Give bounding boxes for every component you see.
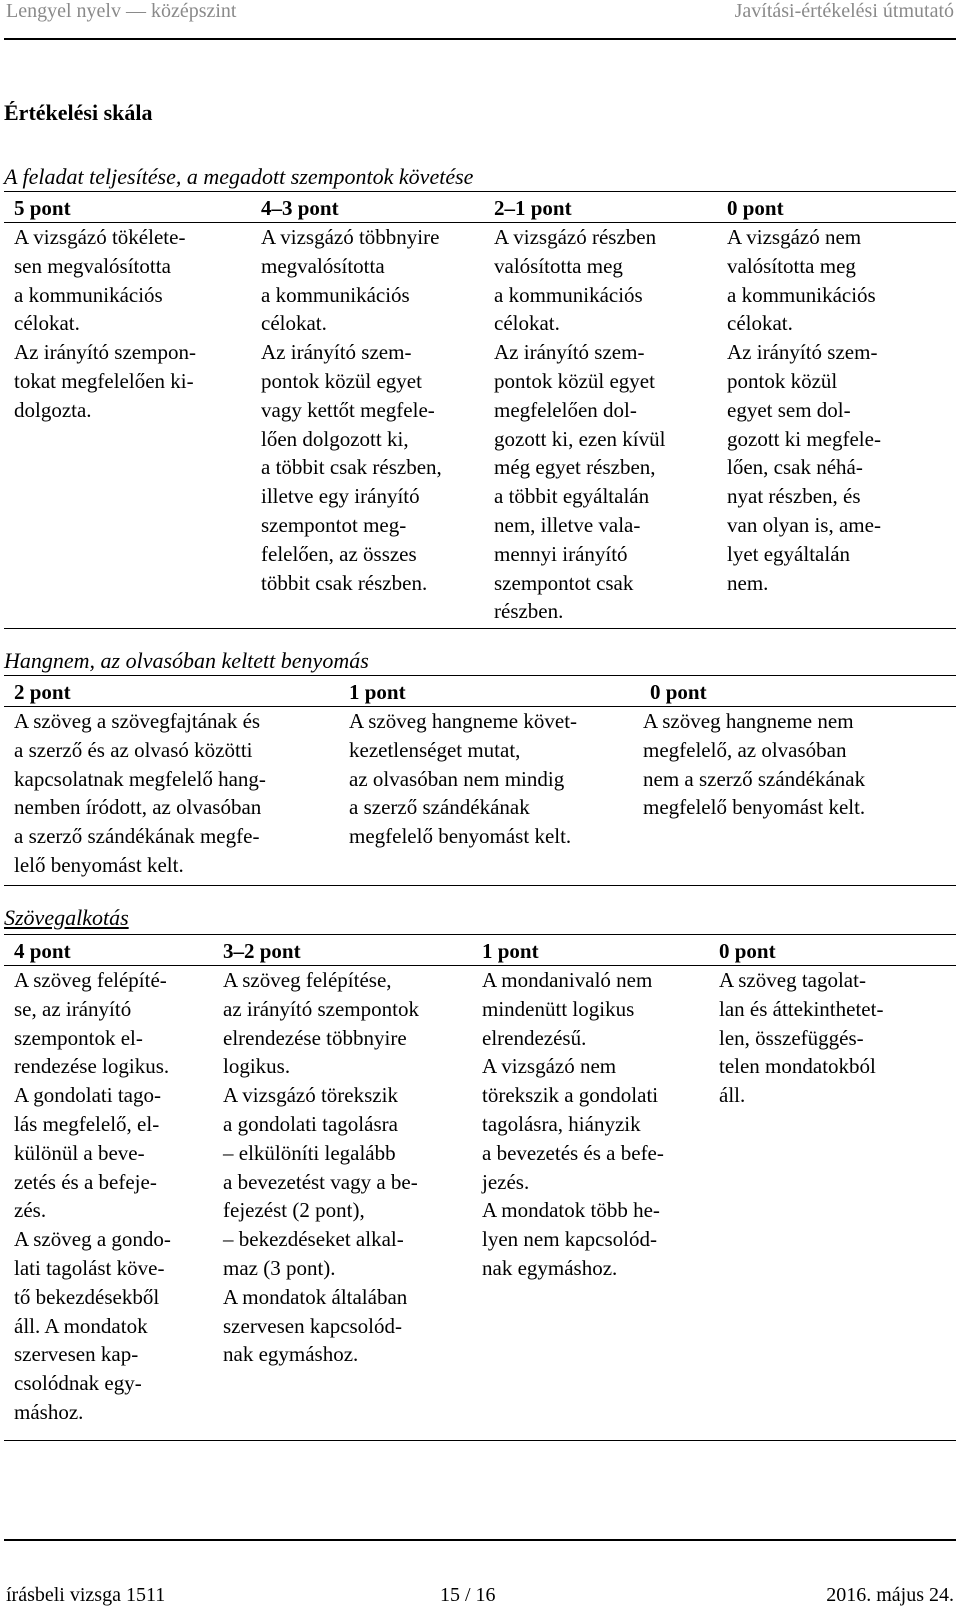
section3-col-3-2pont: 3–2 pont [223, 939, 301, 963]
section2-cell-1pont: A szöveg hangneme követ- kezetlenséget mutat, az olvasóban nem mindig a szerző szándékának megfelelő benyomást kelt. [349, 709, 578, 849]
section2-top-rule [4, 675, 956, 676]
footer-right: 2016. május 24. [826, 1584, 954, 1606]
section3-title: Szövegalkotás [4, 905, 129, 930]
header-left: Lengyel nyelv — középszint [6, 0, 237, 22]
section1-cell-5pont: A vizsgázó tökélete- sen megvalósította a kommunikációs célokat. Az irányító szempon- tokat megfelelően ki- dolgozta. [14, 225, 196, 422]
section3-cell-3-2pont: A szöveg felépítése, az irányító szempontok elrendezése többnyire logikus. A vizsgázó törekszik a gondolati tagolásra – elkülöníti legalább a bevezetést vagy a be- fejezést (2 pont), – bekezdéseket alkal- maz (3 pont). A mondatok általában szervesen kapcsolód- nak egymáshoz. [223, 968, 419, 1367]
section1-top-rule [4, 191, 956, 192]
section3-cell-1pont: A mondanivaló nem mindenütt logikus elrendezésű. A vizsgázó nem törekszik a gondolati tagolásra, hiányzik a bevezetés és a befe- jezés. A mondatok több he- lyen nem kapcsolód- nak egymáshoz. [482, 968, 664, 1280]
section1-col-2-1pont: 2–1 pont [494, 196, 572, 220]
section1-cell-0pont: A vizsgázó nem valósította meg a kommunikációs célokat. Az irányító szem- pontok közül egyet sem dol- gozott ki megfele- lően, csak néhá- nyat részben, és van olyan is, ame- lyet egyáltalán nem. [727, 225, 881, 595]
section1-cell-4-3pont: A vizsgázó többnyire megvalósította a kommunikációs célokat. Az irányító szem- pontok közül egyet vagy kettőt megfele- lően dolgozott ki, a többit csak részben, illetve egy irányító szempontot meg- felelően, az összes többit csak részben. [261, 225, 442, 595]
section3-bottom-rule [4, 1440, 956, 1441]
section1-title: A feladat teljesítése, a megadott szempontok követése [4, 164, 474, 189]
scale-title: Értékelési skála [4, 100, 153, 125]
footer-divider [4, 1539, 956, 1541]
section2-col-0pont: 0 pont [650, 680, 707, 704]
header-right: Javítási-értékelési útmutató [734, 0, 954, 22]
section3-col-0pont: 0 pont [719, 939, 776, 963]
section2-bottom-rule [4, 885, 956, 886]
section1-col-4-3pont: 4–3 pont [261, 196, 339, 220]
section3-cell-0pont: A szöveg tagolat- lan és áttekinthetet- len, összefüggés- telen mondatokból áll. [719, 968, 884, 1108]
footer-left: írásbeli vizsga 1511 [6, 1584, 166, 1606]
header-divider [4, 38, 956, 40]
footer-page-number: 15 / 16 [440, 1584, 496, 1606]
section1-col-0pont: 0 pont [727, 196, 784, 220]
section1-bottom-rule [4, 628, 956, 629]
section2-cell-0pont: A szöveg hangneme nem megfelelő, az olvasóban nem a szerző szándékának megfelelő benyomást kelt. [643, 709, 866, 820]
section1-cell-2-1pont: A vizsgázó részben valósította meg a kommunikációs célokat. Az irányító szem- pontok közül egyet megfelelően dol- gozott ki, ezen kívül még egyet részben, a többit egyáltalán nem, illetve vala- mennyi irányító szempontot csak részben. [494, 225, 666, 624]
section2-col-2pont: 2 pont [14, 680, 71, 704]
section2-col-1pont: 1 pont [349, 680, 406, 704]
section3-top-rule [4, 934, 956, 935]
section3-cell-4pont: A szöveg felépíté- se, az irányító szempontok el- rendezése logikus. A gondolati tago- lás megfelelő, el- különül a beve- zetés és a befeje- zés. A szöveg a gondo- lati tagolást köve- tő bekezdésekből áll. A mondatok szervesen kap- csolódnak egy- máshoz. [14, 968, 171, 1424]
section2-title: Hangnem, az olvasóban keltett benyomás [4, 648, 369, 673]
section3-col-1pont: 1 pont [482, 939, 539, 963]
section2-cell-2pont: A szöveg a szövegfajtának és a szerző és az olvasó közötti kapcsolatnak megfelelő hang- nemben íródott, az olvasóban a szerző szándékának megfe- lelő benyomást kelt. [14, 709, 266, 877]
section3-col-4pont: 4 pont [14, 939, 71, 963]
section1-col-5pont: 5 pont [14, 196, 71, 220]
